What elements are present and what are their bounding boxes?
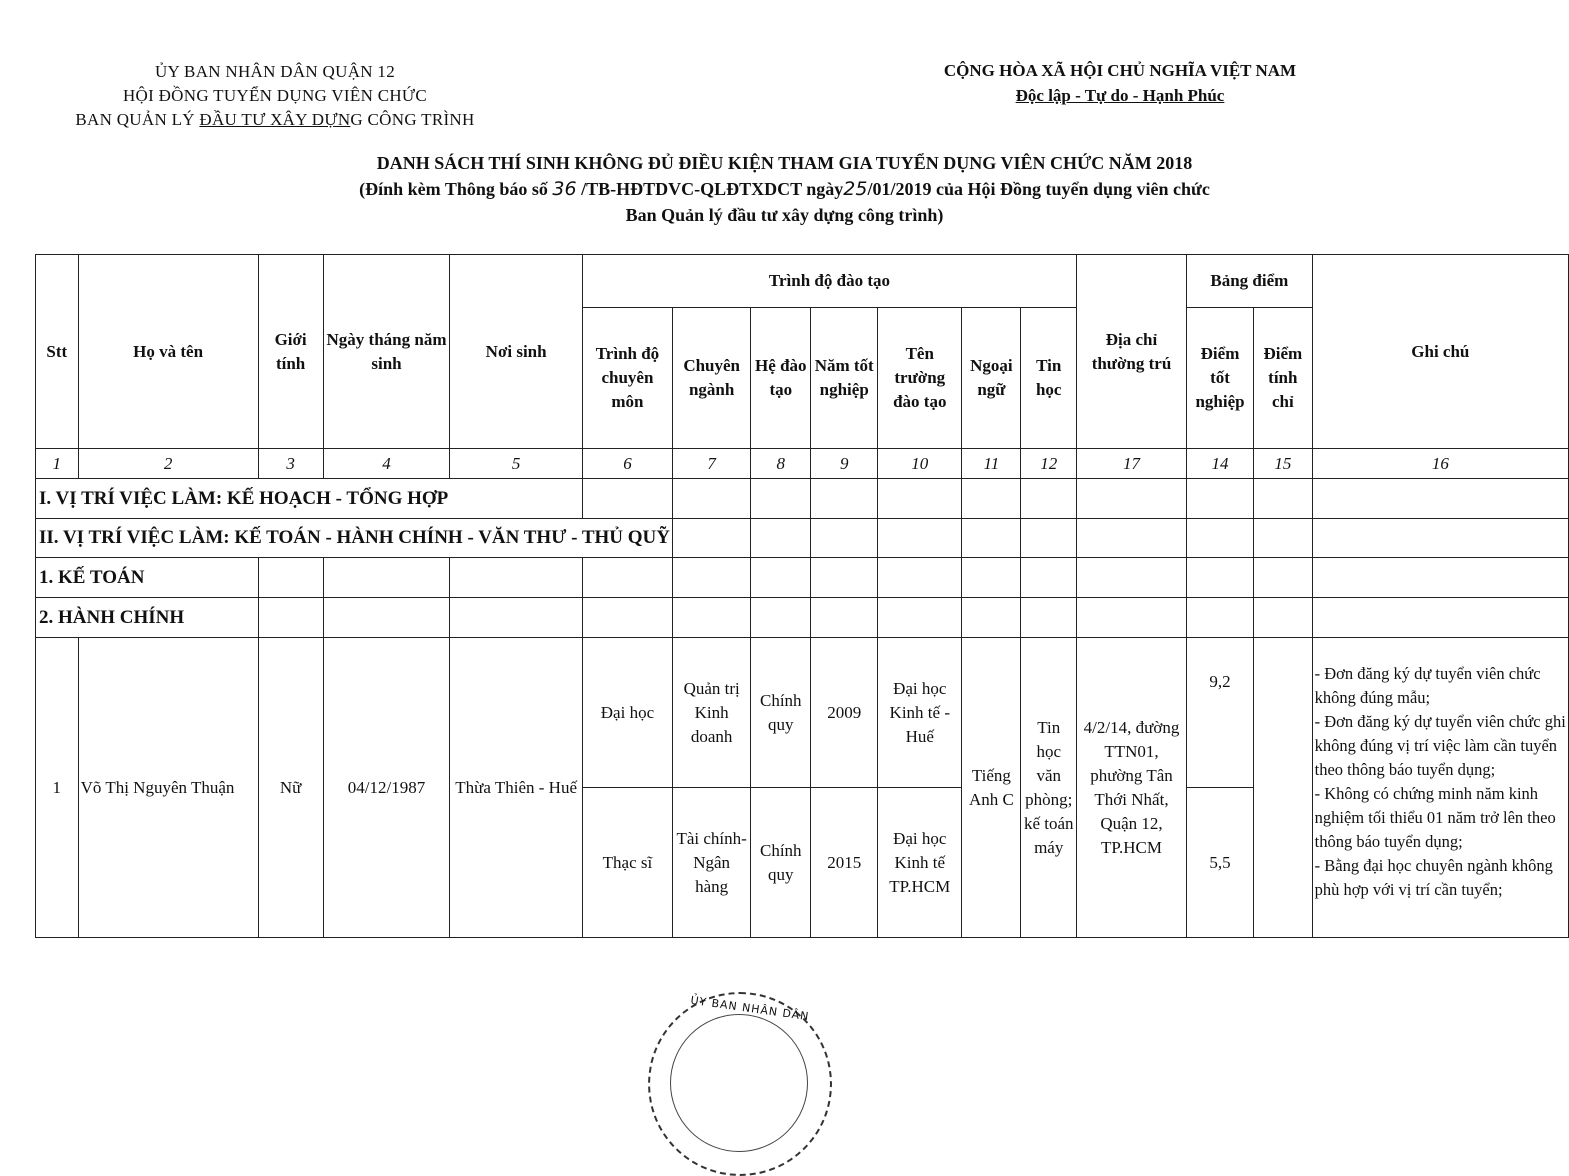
header-ten-truong: Tên trường đào tạo — [878, 308, 962, 449]
candidate-table — [35, 254, 1569, 938]
document-title — [0, 150, 1569, 228]
note-item: - Không có chứng minh năm kinh nghiệm tối thiểu 01 năm trở lên theo thông báo tuyển dụng; — [1314, 784, 1556, 851]
column-number: 14 — [1187, 449, 1254, 479]
note-item: - Bằng đại học chuyên ngành không phù hợp với vị trí cần tuyển; — [1314, 856, 1553, 899]
column-number: 16 — [1312, 449, 1568, 479]
section-ke-toan-hanh-chinh: II. VỊ TRÍ VIỆC LÀM: KẾ TOÁN - HÀNH CHÍNH - VĂN THƯ - THỦ QUỸ — [36, 519, 673, 558]
row-ho-ten: Võ Thị Nguyên Thuận — [78, 638, 258, 938]
handwritten-day: 25 — [843, 178, 868, 200]
header-ghi-chu: Ghi chú — [1312, 255, 1568, 449]
header-diem-tinh-chi: Điểm tính chỉ — [1254, 308, 1313, 449]
row-diem-2: 5,5 — [1187, 788, 1254, 938]
issuer-line-3-suffix: G CÔNG TRÌNH — [350, 110, 475, 129]
table-row — [36, 638, 1569, 788]
row-gioi-tinh: Nữ — [258, 638, 323, 938]
national-motto: Độc lập - Tự do - Hạnh Phúc — [1015, 86, 1225, 105]
row-trinh-do-2: Thạc sĩ — [582, 788, 672, 938]
column-number: 11 — [962, 449, 1021, 479]
header-nam-tot-nghiep: Năm tốt nghiệp — [811, 308, 878, 449]
header-ngoai-ngu: Ngoại ngữ — [962, 308, 1021, 449]
column-number: 12 — [1021, 449, 1076, 479]
row-truong-1: Đại học Kinh tế - Huế — [878, 638, 962, 788]
issuer-line-3-underlined: ĐẦU TƯ XÂY DỰN — [199, 110, 351, 129]
title-line-3: Ban Quản lý đầu tư xây dựng công trình) — [625, 205, 944, 225]
national-title: CỘNG HÒA XÃ HỘI CHỦ NGHĨA VIỆT NAM — [943, 61, 1297, 80]
row-stt: 1 — [36, 638, 79, 938]
column-number: 8 — [751, 449, 811, 479]
row-nam-2: 2015 — [811, 788, 878, 938]
section-ke-hoach: I. VỊ TRÍ VIỆC LÀM: KẾ HOẠCH - TỔNG HỢP — [36, 479, 583, 519]
seal-text: ỦY BAN NHÂN DÂN — [689, 993, 811, 1024]
title-line-2-a: (Đính kèm Thông báo số — [359, 179, 553, 199]
header-noi-sinh: Nơi sinh — [450, 255, 583, 449]
row-chuyen-nganh-1: Quản trị Kinh doanh — [672, 638, 750, 788]
header-chuyen-nganh: Chuyên ngành — [672, 308, 750, 449]
header-dia-chi: Địa chỉ thường trú — [1076, 255, 1186, 449]
row-truong-2: Đại học Kinh tế TP.HCM — [878, 788, 962, 938]
header-ngay-sinh: Ngày tháng năm sinh — [323, 255, 450, 449]
row-he-dao-tao-1: Chính quy — [751, 638, 811, 788]
column-number: 17 — [1076, 449, 1186, 479]
header-bang-diem: Bảng điểm — [1187, 255, 1313, 308]
row-ngoai-ngu: Tiếng Anh C — [962, 638, 1021, 938]
column-number: 7 — [672, 449, 750, 479]
issuer-line-3 — [40, 108, 510, 132]
column-number: 5 — [450, 449, 583, 479]
national-header — [900, 58, 1340, 108]
issuer-line-1: ỦY BAN NHÂN DÂN QUẬN 12 — [154, 62, 395, 81]
seal-inner-ring — [670, 1014, 808, 1152]
issuer-line-2: HỘI ĐỒNG TUYỂN DỤNG VIÊN CHỨC — [122, 86, 428, 105]
column-number: 3 — [258, 449, 323, 479]
header-trinh-do-chuyen-mon: Trình độ chuyên môn — [582, 308, 672, 449]
title-line-1: DANH SÁCH THÍ SINH KHÔNG ĐỦ ĐIỀU KIỆN THAM GIA TUYỂN DỤNG VIÊN CHỨC NĂM 2018 — [376, 153, 1193, 173]
header-trinh-do-dao-tao: Trình độ đào tạo — [582, 255, 1076, 308]
header-diem-tot-nghiep: Điểm tốt nghiệp — [1187, 308, 1254, 449]
issuer-line-3-prefix: BAN QUẢN LÝ — [75, 110, 200, 129]
column-number: 9 — [811, 449, 878, 479]
row-ngay-sinh: 04/12/1987 — [323, 638, 450, 938]
header-tin-hoc: Tin học — [1021, 308, 1076, 449]
title-line-2-b: /TB-HĐTDVC-QLĐTXDCT ngày — [576, 179, 844, 199]
header-gioi-tinh: Giới tính — [258, 255, 323, 449]
column-number: 6 — [582, 449, 672, 479]
row-diem-1: 9,2 — [1187, 638, 1254, 788]
row-nam-1: 2009 — [811, 638, 878, 788]
header-he-dao-tao: Hệ đào tạo — [751, 308, 811, 449]
row-trinh-do-1: Đại học — [582, 638, 672, 788]
official-seal — [648, 992, 832, 1176]
header-ho-ten: Họ và tên — [78, 255, 258, 449]
row-ghi-chu — [1312, 638, 1568, 938]
section-hanh-chinh: 2. HÀNH CHÍNH — [36, 598, 259, 638]
section-ke-toan: 1. KẾ TOÁN — [36, 558, 259, 598]
column-number: 4 — [323, 449, 450, 479]
title-line-2-c: /01/2019 của Hội Đồng tuyển dụng viên chức — [867, 179, 1210, 199]
row-noi-sinh: Thừa Thiên - Huế — [450, 638, 583, 938]
row-diem-tinh-chi — [1254, 638, 1313, 938]
column-number: 10 — [878, 449, 962, 479]
issuer-header — [40, 60, 510, 132]
header-stt: Stt — [36, 255, 79, 449]
column-number: 2 — [78, 449, 258, 479]
row-dia-chi: 4/2/14, đường TTN01, phường Tân Thới Nhất, Quận 12, TP.HCM — [1076, 638, 1186, 938]
note-item: - Đơn đăng ký dự tuyển viên chức ghi không đúng vị trí việc làm cần tuyển theo thông báo tuyển dụng; — [1314, 712, 1566, 779]
note-item: - Đơn đăng ký dự tuyển viên chức không đúng mẫu; — [1314, 664, 1541, 707]
column-number: 1 — [36, 449, 79, 479]
row-chuyen-nganh-2: Tài chính- Ngân hàng — [672, 788, 750, 938]
column-number: 15 — [1254, 449, 1313, 479]
row-tin-hoc: Tin học văn phòng; kế toán máy — [1021, 638, 1076, 938]
handwritten-number: 36 — [552, 178, 577, 200]
title-line-2 — [0, 176, 1569, 202]
row-he-dao-tao-2: Chính quy — [751, 788, 811, 938]
